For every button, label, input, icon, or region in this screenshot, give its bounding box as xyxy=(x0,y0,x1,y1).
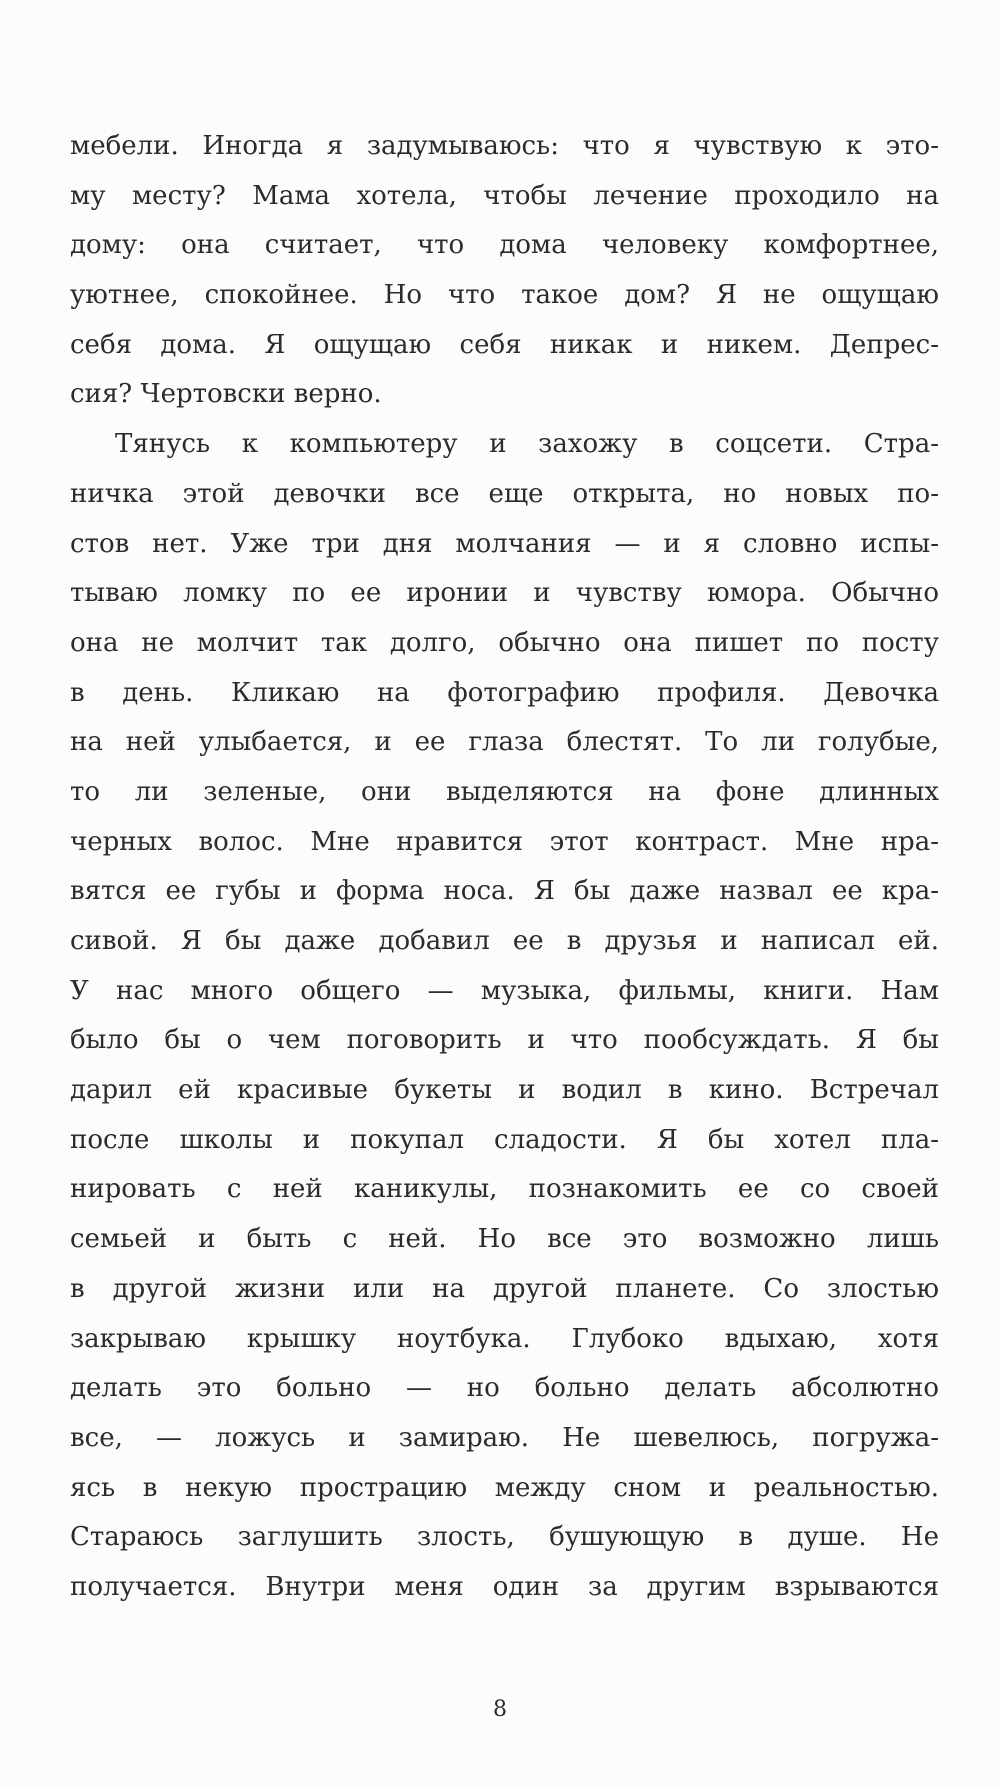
text-line: в день. Кликаю на фотографию профиля. Девочка xyxy=(70,677,939,708)
text-line: нировать с ней каникулы, познакомить ее со своей xyxy=(70,1174,939,1205)
text-line: после школы и покупал сладости. Я бы хотел пла- xyxy=(70,1124,939,1155)
page-number: 8 xyxy=(493,1697,507,1722)
text-line: было бы о чем поговорить и что пообсуждать. Я бы xyxy=(70,1025,939,1056)
text-line: то ли зеленые, они выделяются на фоне длинных xyxy=(70,776,939,807)
text-line: ничка этой девочки все еще открыта, но новых по- xyxy=(70,478,939,509)
text-line: закрываю крышку ноутбука. Глубоко вдыхаю, хотя xyxy=(70,1323,939,1354)
text-line: дарил ей красивые букеты и водил в кино. Встречал xyxy=(70,1075,939,1106)
text-line: делать это больно — но больно делать абсолютно xyxy=(70,1373,939,1404)
text-line: дому: она считает, что дома человеку комфортнее, xyxy=(70,230,939,261)
text-line: Тянусь к компьютеру и захожу в соцсети. Стра- xyxy=(115,429,939,460)
text-line: вятся ее губы и форма носа. Я бы даже назвал ее кра- xyxy=(70,876,939,907)
text-line: тываю ломку по ее иронии и чувству юмора. Обычно xyxy=(70,578,939,609)
text-line: получается. Внутри меня один за другим взрываются xyxy=(70,1571,939,1602)
text-line: ясь в некую прострацию между сном и реальностью. xyxy=(70,1472,939,1503)
text-line: му месту? Мама хотела, чтобы лечение проходило на xyxy=(70,180,939,211)
text-line: сивой. Я бы даже добавил ее в друзья и написал ей. xyxy=(70,926,939,956)
text-line: в другой жизни или на другой планете. Со злостью xyxy=(70,1273,939,1304)
text-line: себя дома. Я ощущаю себя никак и никем. Депрес- xyxy=(70,329,939,360)
text-line: все, — ложусь и замираю. Не шевелюсь, погружа- xyxy=(70,1422,939,1453)
text-line: семьей и быть с ней. Но все это возможно лишь xyxy=(70,1224,939,1255)
text-line: стов нет. Уже три дня молчания — и я словно испы- xyxy=(70,528,939,559)
text-line: черных волос. Мне нравится этот контраст. Мне нра- xyxy=(70,826,939,857)
text-line: У нас много общего — музыка, фильмы, книги. Нам xyxy=(70,975,939,1006)
text-line: на ней улыбается, и ее глаза блестят. То ли голубые, xyxy=(70,727,939,758)
text-line: Стараюсь заглушить злость, бушующую в душе. Не xyxy=(70,1522,939,1553)
text-line: сия? Чертовски верно. xyxy=(70,379,382,410)
text-line: уютнее, спокойнее. Но что такое дом? Я не ощущаю xyxy=(70,280,939,311)
text-line: мебели. Иногда я задумываюсь: что я чувствую к это- xyxy=(70,131,939,161)
text-line: она не молчит так долго, обычно она пишет по посту xyxy=(70,627,939,658)
body-text xyxy=(70,122,939,1613)
